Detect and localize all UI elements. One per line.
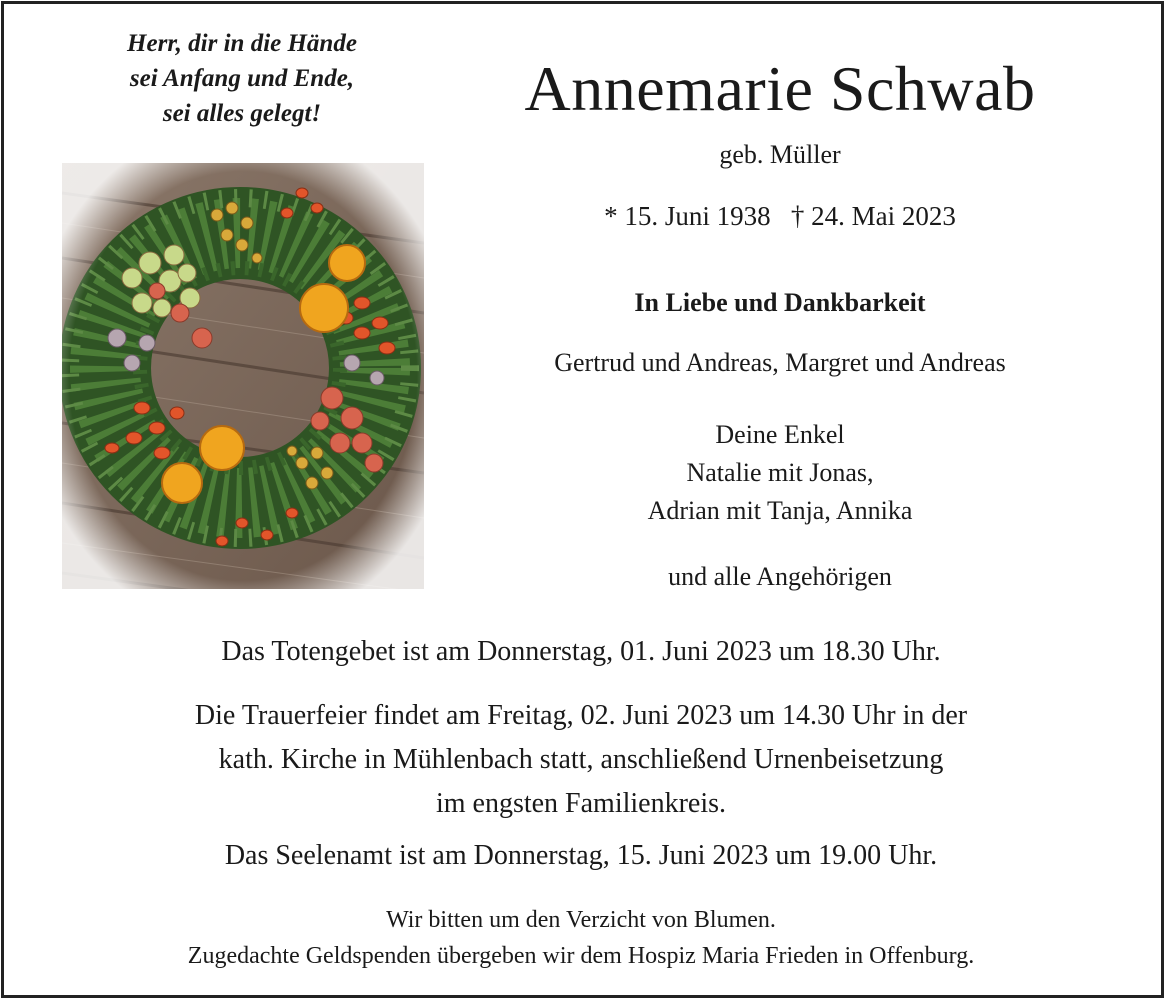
- grandchildren-line: Adrian mit Tanja, Annika: [647, 496, 913, 525]
- donation-line: Zugedachte Geldspenden übergeben wir dem Hospiz Maria Frieden in Offenburg.: [187, 943, 975, 969]
- donation-line: Wir bitten um den Verzicht von Blumen.: [386, 907, 776, 933]
- mourners-others: und alle Angehörigen: [668, 562, 892, 591]
- quote-line: sei Anfang und Ende,: [129, 65, 355, 92]
- grandchildren-line: Natalie mit Jonas,: [686, 458, 874, 487]
- grandchildren-line: Deine Enkel: [715, 420, 845, 449]
- quote-line: Herr, dir in die Hände: [127, 30, 357, 57]
- wreath-photo: [62, 163, 424, 589]
- mourners-children: Gertrud und Andreas, Margret und Andreas: [554, 348, 1006, 377]
- funeral-line: kath. Kirche in Mühlenbach statt, anschließend Urnenbeisetzung: [218, 744, 944, 775]
- deceased-name: Annemarie Schwab: [524, 53, 1036, 124]
- mourners-heading: In Liebe und Dankbarkeit: [634, 288, 926, 317]
- donation-request: [20, 902, 1142, 974]
- quote-line: sei alles gelegt!: [162, 100, 322, 127]
- scripture-quote: [62, 26, 422, 131]
- mourners-grandchildren: [440, 416, 1120, 530]
- requiem-announcement: Das Seelenamt ist am Donnerstag, 15. Juni 2023 um 19.00 Uhr.: [224, 840, 938, 871]
- maiden-name: geb. Müller: [719, 140, 841, 169]
- prayer-announcement: Das Totengebet ist am Donnerstag, 01. Juni 2023 um 18.30 Uhr.: [221, 636, 941, 667]
- funeral-announcement: [20, 694, 1142, 826]
- life-dates: * 15. Juni 1938 † 24. Mai 2023: [604, 201, 956, 231]
- wreath-image: [62, 163, 424, 589]
- funeral-line: im engsten Familienkreis.: [435, 788, 727, 819]
- funeral-line: Die Trauerfeier findet am Freitag, 02. Juni 2023 um 14.30 Uhr in der: [194, 700, 968, 731]
